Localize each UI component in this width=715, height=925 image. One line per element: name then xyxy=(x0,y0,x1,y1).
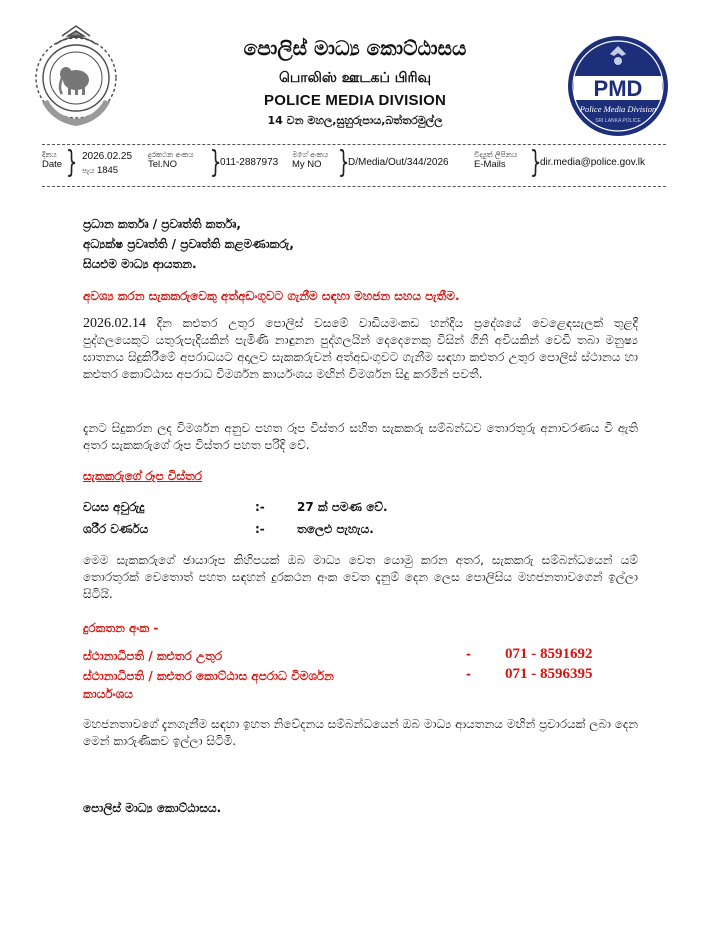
date-value: 2026.02.25 xyxy=(82,151,133,162)
recipient-line: ප්‍රධාන කර්තෘ / ප්‍රවෘත්ති කර්තෘ, xyxy=(83,217,241,231)
recipient-line: අධ්‍යක්ෂ ප්‍රවෘත්ති / ප්‍රවෘත්ති කළමණාකරු, xyxy=(83,237,294,251)
header-title-sinhala: පොලිස් මාධ්‍ය කොට්ඨාසය xyxy=(243,36,467,60)
description-sep-complexion: :- xyxy=(255,522,265,536)
subject-line: අවශ්‍ය කරන සැකකරුවෙකු අත්අඩංගුවට ගැනීම සඳහා මහජන සහය පැතීම. xyxy=(83,289,460,303)
contacts-table xyxy=(83,646,643,702)
tel-value: 011-2887973 xyxy=(220,157,279,168)
header-address: 14 වන මහල,සුහුරුපාය,බත්තරමුල්ල xyxy=(267,114,443,127)
contact-dash: - xyxy=(466,667,471,681)
description-sep-age: :- xyxy=(255,500,265,514)
pmd-logo-subtext: Police Media Division xyxy=(579,104,657,114)
description-label-complexion: ශරීර වර්ණය xyxy=(83,522,149,536)
tel-label: දුරකථන අංකය Tel.NO xyxy=(148,150,194,170)
info-strip xyxy=(42,146,658,184)
paragraph-incident xyxy=(83,315,638,383)
contact-label: ස්ථානාධිපති / කළුතර කොට්ඨාස අපරාධ විමර්ශන xyxy=(83,669,334,683)
contact-dash: - xyxy=(466,647,471,661)
pmd-logo xyxy=(566,34,670,138)
incident-date: 2026.02.14 xyxy=(83,316,146,331)
info-strip-bottom-rule xyxy=(42,186,666,187)
contact-label: ස්ථානාධිපති / කළුතර උතුර xyxy=(83,649,223,663)
email-label: විද්‍යුත් ලිපිනය E-Mails xyxy=(474,150,518,170)
recipient-line: සියළුම මාධ්‍ය ආයතන. xyxy=(83,257,197,271)
description-table xyxy=(83,500,638,544)
my-no-value: D/Media/Out/344/2026 xyxy=(348,157,449,168)
contact-phone[interactable]: 071 - 8591692 xyxy=(505,646,593,662)
email-value[interactable]: dir.media@police.gov.lk xyxy=(540,157,646,168)
recipients-block xyxy=(83,214,638,274)
paragraph-findings: දැනට සිදුකරන ලද විමර්ශන අනුව පහත රූප විස්තර සහිත සැකකරු සම්බන්ධව තොරතුරු අනාවරණය වී ඇති අතර සැකකරුගේ රූප විස්තර පහත පරිදි වේ. xyxy=(83,421,638,452)
paragraph-closing: මහජනතාවගේ දැනගැනීම සඳහා ඉහත නිවේදනය සම්බන්ධයෙන් ඔබ මාධ්‍ය ආයතනය මඟින් ප්‍රචාරයක් ලබා දෙන මෙන් කාරුණිකව ඉල්ලා සිටිමි. xyxy=(83,717,638,748)
description-label-age: වයස අවුරුදු xyxy=(83,500,145,514)
pmd-logo-text: PMD xyxy=(593,76,643,101)
time-value: 1845 xyxy=(96,165,119,176)
description-heading: සැකකරුගේ රූප විස්තර xyxy=(83,469,202,483)
time-label: පැය 1845 xyxy=(82,165,119,176)
contacts-heading: දුරකතන අංක - xyxy=(83,621,159,635)
info-strip-top-rule xyxy=(42,144,666,145)
incident-text: දින කළුතර උතුර පොලිස් වසමේ වාඩියමංකඩ හන්දිය ප්‍රදේශයේ වෙළෙඳසැලක් තුළදී පුද්ගලයෙකුට යතුරුපැදියකින් පැමිණි නාඳුනන පුද්ගලයින් දෙදෙනෙකු විසින් ගිනි අවියකින් වෙඩි තබා මනුෂ්‍ය ඝාතනය සිදුකිරීමේ අපරාධයට අදාලව සැකකරුවන් අත්අඩංගුවට ගැනීම සඳහා කළුතර උතුර පොලිස් ස්ථානය හා කළුතර කොට්ඨාස අපරාධ විමර්ශන කාර්යංශය මඟින් විමර්ශන සිදු කරමින් පවතී. xyxy=(83,316,638,381)
contact-label-continued: කාර්යංශය xyxy=(83,687,133,701)
my-no-brace: } xyxy=(337,145,350,180)
my-no-label: මගේ අංකය My NO xyxy=(292,150,329,170)
police-emblem xyxy=(28,22,124,130)
contact-phone[interactable]: 071 - 8596395 xyxy=(505,666,593,682)
header-title-english: POLICE MEDIA DIVISION xyxy=(264,92,446,109)
email-brace: } xyxy=(529,145,542,180)
pmd-logo-subtext2: SRI LANKA POLICE xyxy=(595,118,641,124)
description-value-age: 27 ක් පමණ වේ. xyxy=(297,500,388,514)
date-label: දිනය Date xyxy=(42,150,63,170)
date-brace: } xyxy=(65,145,78,180)
signature: පොලිස් මාධ්‍ය කොට්ඨාසය. xyxy=(83,801,222,815)
header-title-tamil: பொலிஸ் ஊடகப் பிரிவு xyxy=(278,70,432,86)
description-value-complexion: තලෙළු පැහැය. xyxy=(297,522,374,536)
tel-brace: } xyxy=(209,145,222,180)
paragraph-request: මෙම සැකකරුගේ ඡායාරූප කිහිපයක් ඔබ මාධ්‍ය වෙත යොමු කරන අතර, සැකකරු සම්බන්ධයෙන් යම් තොරතුරක් වෙතොත් පහත සඳහන් දුරකථන අංක වෙත දැනුම් දෙන ලෙස පොලිසිය මහජනතාවගෙන් ඉල්ලා සිටියි. xyxy=(83,553,638,601)
